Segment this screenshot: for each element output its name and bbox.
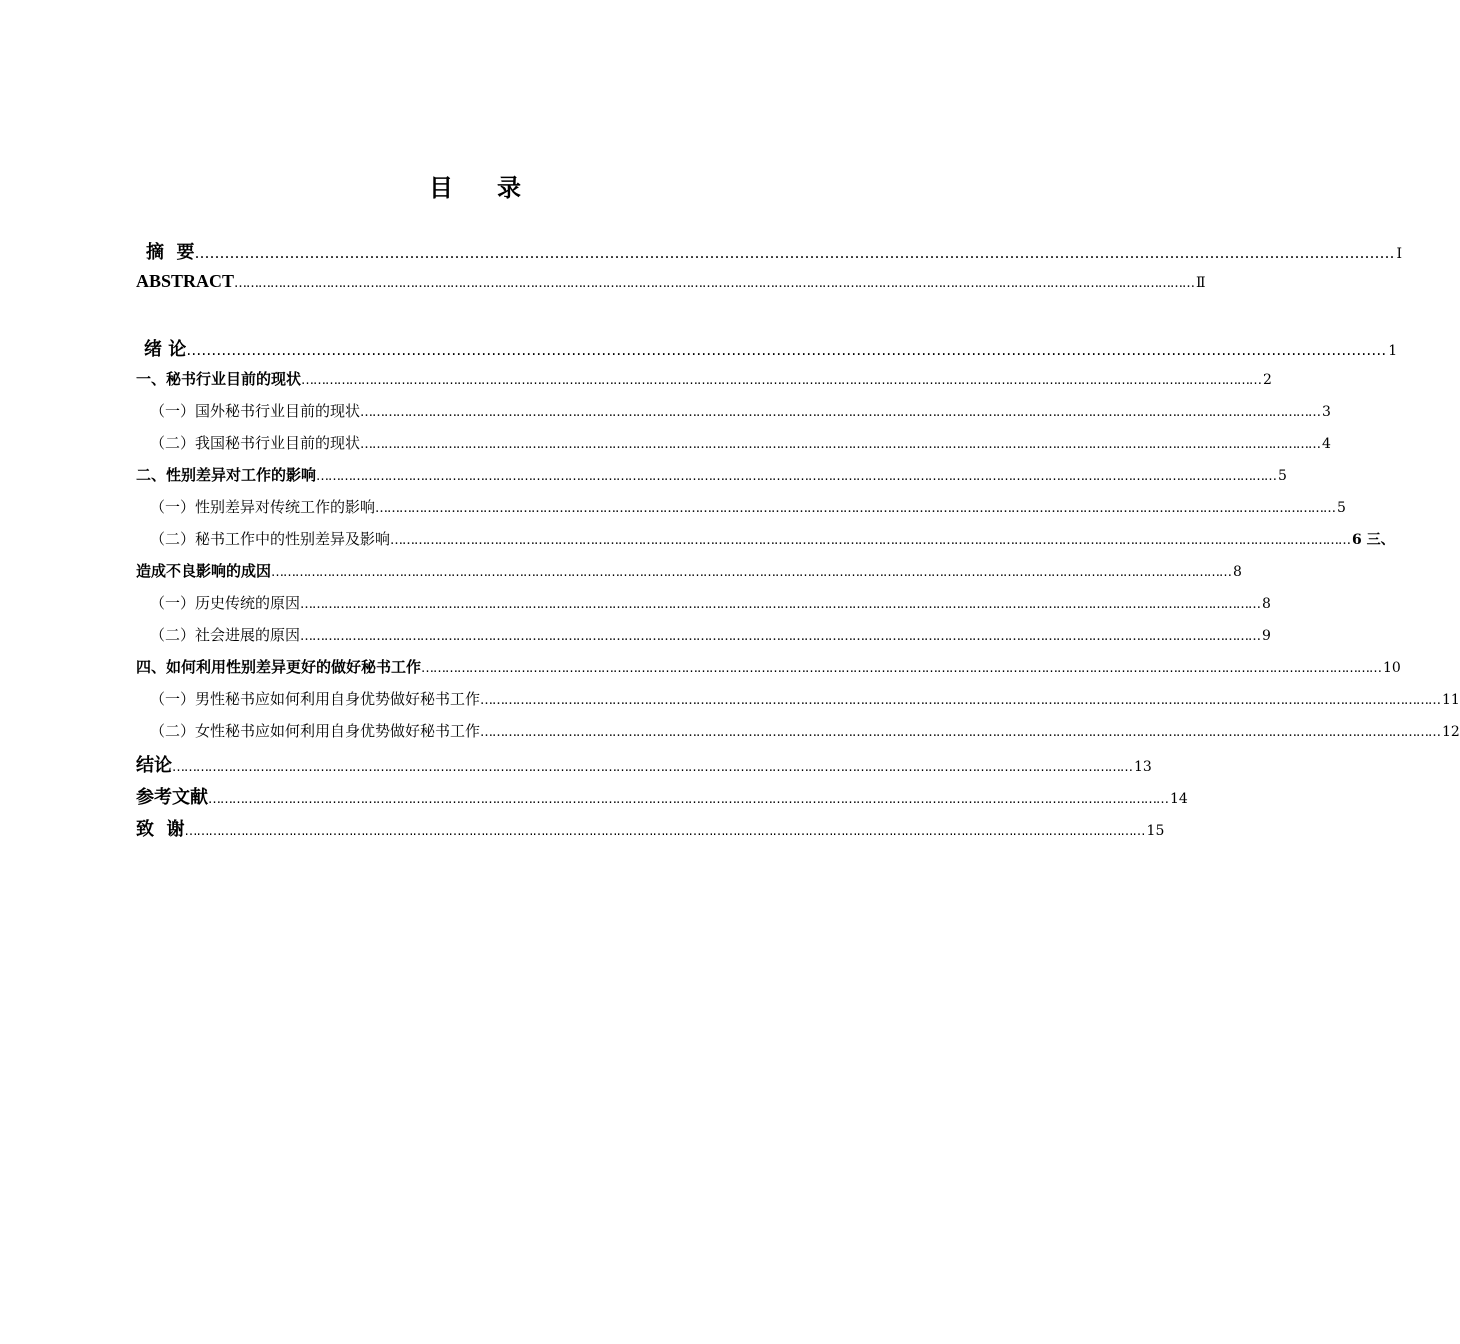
title-char-1: 目 [429,174,453,202]
toc-leader-dots: …………………………………………………………………………………………………………………………………………………………………………………………………………………… [271,565,1232,580]
page-title [0,168,950,203]
toc-entry-label: 致 谢 [136,819,185,840]
toc-entry-section-2[interactable] [136,464,1287,488]
toc-entry-label: ABSTRACT [136,271,235,291]
toc-entry-abstract-cn[interactable] [136,238,1403,263]
toc-leader-dots: …………………………………………………………………………………………………………………………………………………………………………………………………………………… [480,693,1441,708]
toc-entry-page: 3 [1322,404,1331,420]
toc-leader-dots: …………………………………………………………………………………………………………………………………………………………………………………………………………………… [300,597,1261,612]
toc-leader-dots: …………………………………………………………………………………………………………………………………………………………………………………………………………………… [390,533,1351,548]
toc-leader-dots: …………………………………………………………………………………………………………………………………………………………………………………………………………………… [172,760,1132,775]
toc-leader-dots: …………………………………………………………………………………………………………………………………………………………………………………………………………………… [208,792,1168,807]
toc-entry-page: Ⅰ [1396,246,1403,262]
toc-entry-label: （二）秘书工作中的性别差异及影响 [150,530,391,548]
toc-entry-page: 2 [1263,372,1272,388]
toc-entry-label: 摘 要 [146,242,195,263]
toc-entry-conclusion[interactable] [136,751,1152,776]
toc-entry-section-3-2[interactable] [136,624,1271,648]
toc-entry-page: Ⅱ [1196,275,1206,291]
toc-entry-label: 绪 论 [144,339,187,360]
toc-entry-label: （一）国外秘书行业目前的现状 [150,402,361,420]
title-char-2: 录 [497,174,521,202]
toc-leader-dots: …………………………………………………………………………………………………………………………………………………………………………………………………………………… [375,501,1336,516]
toc-entry-page: 11 [1442,692,1460,708]
toc-entry-label: （二）社会进展的原因 [150,626,301,644]
toc-entry-section-2-2[interactable] [136,528,1395,552]
toc-entry-section-3[interactable] [136,560,1242,584]
toc-leader-dots: …………………………………………………………………………………………………………………………………………………………………………………………………………………… [301,373,1262,388]
toc-entry-references[interactable] [136,783,1188,808]
toc-entry-label: （二）我国秘书行业目前的现状 [150,434,361,452]
toc-entry-section-2-1[interactable] [136,496,1346,520]
toc-leader-dots: …………………………………………………………………………………………………………………………………………………………………………………………………………………… [300,629,1261,644]
toc-entry-acknowledgements[interactable] [136,815,1165,840]
toc-entry-page: 12 [1442,724,1460,740]
toc-entry-page: 8 [1233,564,1242,580]
toc-entry-page: 10 [1383,660,1401,676]
toc-entry-page: 1 [1388,343,1398,359]
toc-entry-page: 5 [1337,500,1346,516]
toc-entry-section-1[interactable] [136,368,1272,392]
toc-entry-page: 9 [1262,628,1271,644]
toc-leader-dots: …………………………………………………………………………………………………………………………………………………………………………………………………………………… [360,437,1321,452]
toc-leader-dots: …………………………………………………………………………………………………………………………………………………………………………………………………………………… [480,725,1441,740]
toc-entry-section-1-2[interactable] [136,432,1331,456]
toc-entry-label: 造成不良影响的成因 [136,562,272,580]
toc-leader-dots: …………………………………………………………………………………………………………………………………………………………………………………………………………………… [421,661,1382,676]
toc-leader-dots: …………………………………………………………………………………………………………………………………………………………………………………………………………………… [186,341,1387,359]
toc-entry-label: （一）历史传统的原因 [150,594,301,612]
toc-entry-label: 结论 [136,755,172,776]
toc-entry-page: 14 [1170,791,1188,807]
toc-entry-label: 四、如何利用性别差异更好的做好秘书工作 [136,658,422,676]
toc-leader-dots: …………………………………………………………………………………………………………………………………………………………………………………………………………………… [184,824,1145,839]
toc-entry-label: （二）女性秘书应如何利用自身优势做好秘书工作 [150,722,481,740]
toc-entry-introduction[interactable] [136,335,1398,360]
toc-leader-dots: …………………………………………………………………………………………………………………………………………………………………………………………………………………… [234,276,1195,291]
toc-entry-section-4-2[interactable] [136,720,1460,744]
toc-entry-page: 5 [1278,468,1287,484]
toc-entry-section-4-1[interactable] [136,688,1460,712]
toc-entry-section-4[interactable] [136,656,1401,680]
toc-entry-page: 8 [1262,596,1271,612]
toc-entry-label: （一）男性秘书应如何利用自身优势做好秘书工作 [150,690,481,708]
toc-leader-dots: …………………………………………………………………………………………………………………………………………………………………………………………………………………… [316,469,1277,484]
toc-entry-label: 参考文献 [136,787,208,808]
toc-leader-dots: …………………………………………………………………………………………………………………………………………………………………………………………………………………… [360,405,1321,420]
toc-entry-label: （一）性别差异对传统工作的影响 [150,498,376,516]
toc-entry-page: 4 [1322,436,1331,452]
toc-entry-page: 6 三、 [1352,532,1395,548]
toc-entry-page: 13 [1134,759,1152,775]
toc-entry-abstract-en[interactable] [136,271,1206,295]
toc-entry-section-1-1[interactable] [136,400,1331,424]
toc-entry-label: 二、性别差异对工作的影响 [136,466,317,484]
toc-leader-dots: …………………………………………………………………………………………………………………………………………………………………………………………………………………… [194,244,1395,262]
toc-entry-section-3-1[interactable] [136,592,1271,616]
toc-entry-label: 一、秘书行业目前的现状 [136,370,302,388]
toc-entry-page: 15 [1146,823,1165,839]
